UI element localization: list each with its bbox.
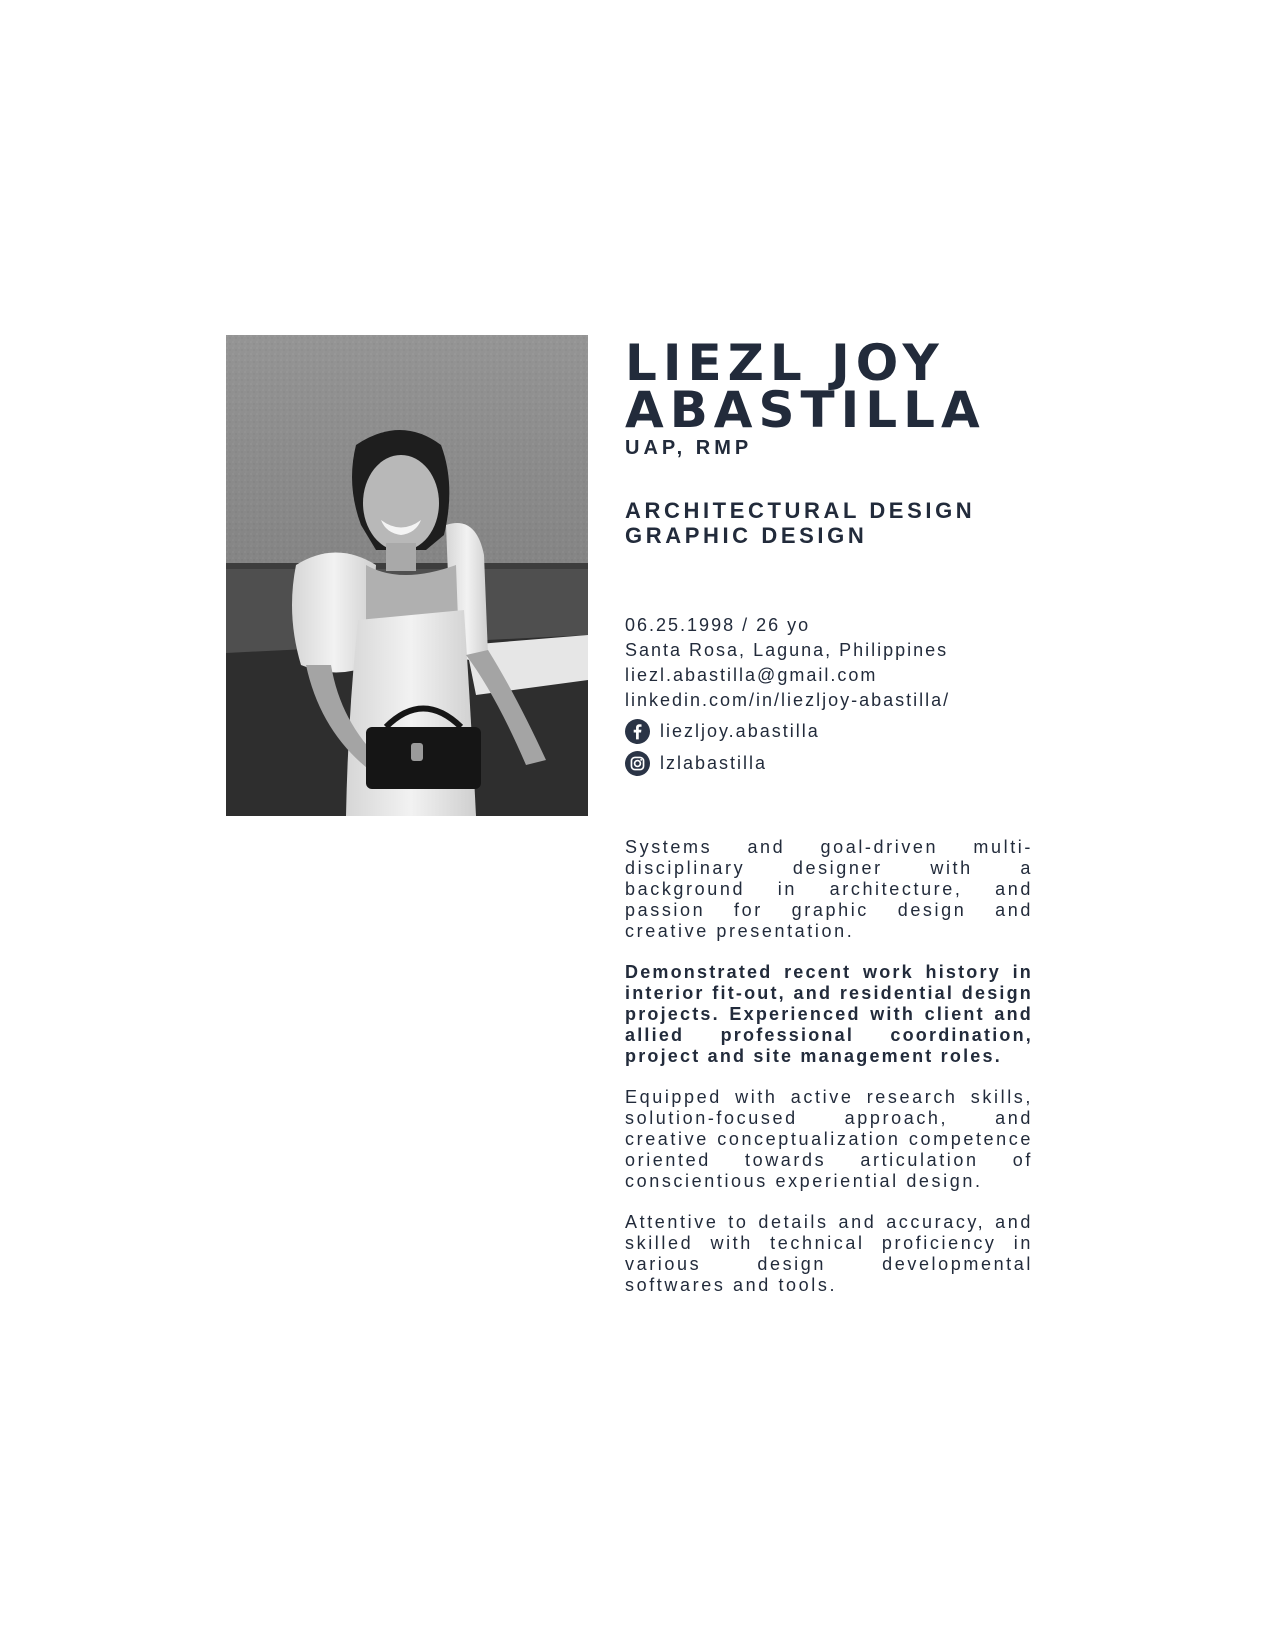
discipline-architectural: ARCHITECTURAL DESIGN [625, 498, 976, 523]
instagram-handle: lzlabastilla [660, 752, 768, 773]
location: Santa Rosa, Laguna, Philippines [625, 640, 949, 660]
bio-paragraph-skills: Equipped with active research skills, solution-focused approach, and creative conceptualization competence oriented towards articulation of conscientious experiential design. [625, 1087, 1033, 1191]
name-line-first: LIEZL JOY [625, 334, 945, 392]
credentials: UAP, RMP [625, 437, 753, 459]
linkedin-link[interactable]: linkedin.com/in/liezljoy-abastilla/ [625, 690, 951, 710]
bio-paragraph-proficiency: Attentive to details and accuracy, and skilled with technical proficiency in various design developmental softwares and tools. [625, 1212, 1033, 1295]
disciplines [625, 498, 1033, 548]
name-line-last: ABASTILLA [625, 381, 986, 439]
bio-paragraph-experience: Demonstrated recent work history in interior fit-out, and residential design projects. Experienced with client and allied professional coordination, project and site management roles. [625, 962, 1033, 1066]
full-name [625, 334, 1033, 439]
facebook-link[interactable] [625, 717, 1033, 745]
portrait-illustration [226, 335, 588, 816]
instagram-link[interactable] [625, 749, 1033, 777]
facebook-icon [625, 719, 650, 744]
bio-section [625, 837, 1033, 1296]
birthdate-age: 06.25.1998 / 26 yo [625, 615, 811, 635]
profile-photo [226, 335, 588, 816]
instagram-icon [625, 751, 650, 776]
email-link[interactable]: liezl.abastilla@gmail.com [625, 665, 878, 685]
profile-panel [625, 334, 1033, 1316]
discipline-graphic: GRAPHIC DESIGN [625, 523, 868, 548]
facebook-handle: liezljoy.abastilla [660, 720, 820, 741]
contact-info [625, 613, 1033, 777]
bio-paragraph-summary: Systems and goal-driven multi-disciplinary designer with a background in architecture, and passion for graphic design and creative presentation. [625, 837, 1033, 941]
